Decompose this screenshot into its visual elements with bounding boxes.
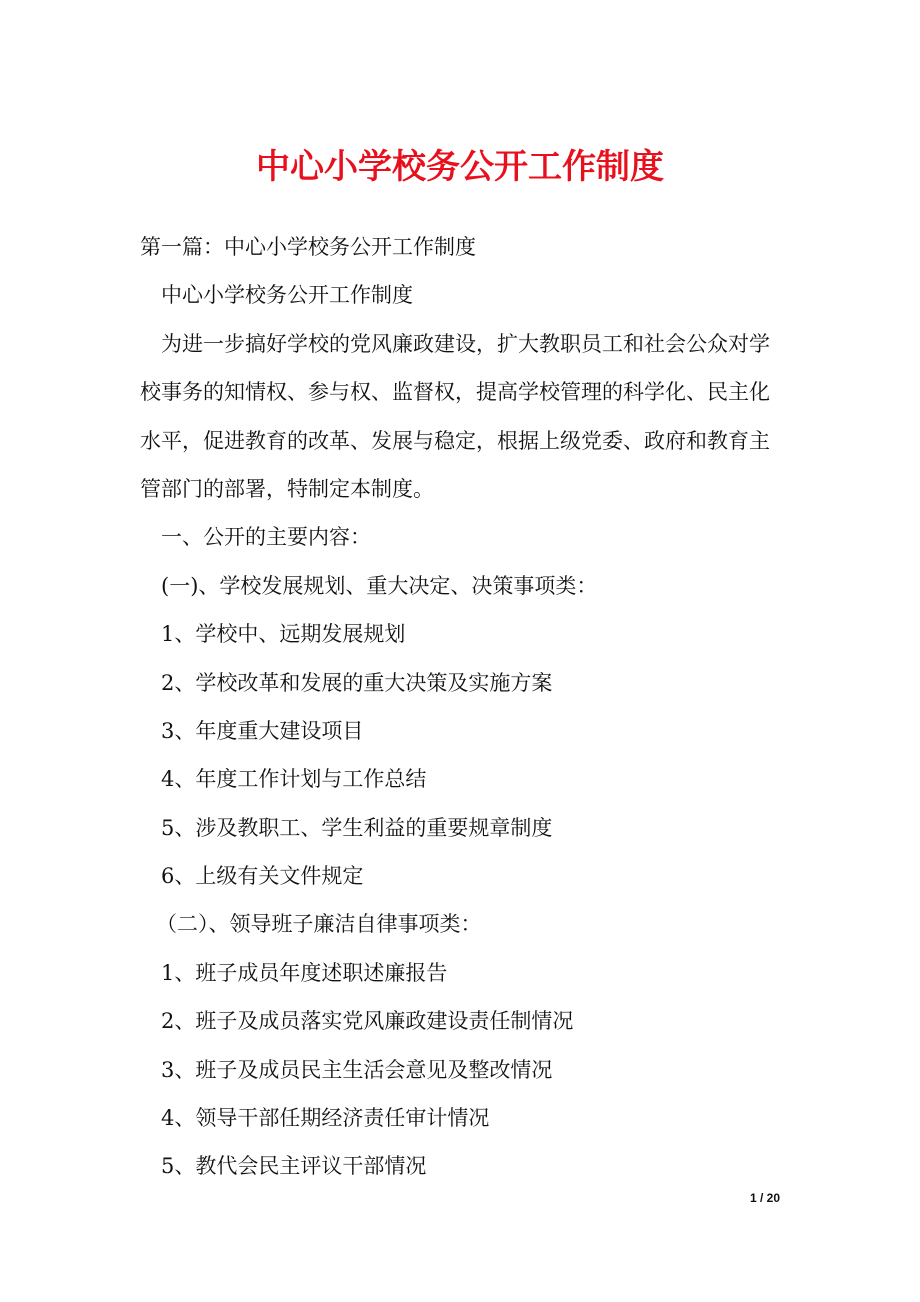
list-item: 3、班子及成员民主生活会意见及整改情况: [161, 1057, 553, 1082]
section-heading: 第一篇：中心小学校务公开工作制度: [140, 235, 476, 259]
part2-heading: （二）、领导班子廉洁自律事项类：: [156, 912, 482, 937]
list-item: 4、领导干部任期经济责任审计情况: [161, 1106, 490, 1131]
list-item: 6、上级有关文件规定: [161, 864, 364, 889]
intro-paragraph-line: 管部门的部署，特制定本制度。: [140, 476, 434, 501]
list-item: 5、教代会民主评议干部情况: [161, 1154, 427, 1179]
document-title: 中心小学校务公开工作制度: [256, 147, 664, 187]
main-heading: 一、公开的主要内容：: [161, 525, 371, 550]
list-item: 2、班子及成员落实党风廉政建设责任制情况: [161, 1009, 574, 1034]
list-item: 1、班子成员年度述职述廉报告: [161, 960, 448, 985]
intro-paragraph-line: 为进一步搞好学校的党风廉政建设，扩大教职员工和社会公众对学: [161, 331, 770, 356]
list-item: 3、年度重大建设项目: [161, 718, 364, 743]
list-item: 5、涉及教职工、学生利益的重要规章制度: [161, 815, 553, 840]
intro-paragraph-line: 水平，促进教育的改革、发展与稳定，根据上级党委、政府和教育主: [140, 428, 770, 453]
page-number: 1 / 20: [749, 1191, 780, 1205]
intro-paragraph-line: 校事务的知情权、参与权、监督权，提高学校管理的科学化、民主化: [140, 380, 770, 405]
list-item: 4、年度工作计划与工作总结: [161, 767, 427, 792]
document-subtitle: 中心小学校务公开工作制度: [161, 283, 413, 308]
document-body: [140, 223, 790, 1191]
list-item: 1、学校中、远期发展规划: [161, 622, 406, 647]
part1-heading: (一)、学校发展规划、重大决定、决策事项类：: [161, 573, 598, 598]
list-item: 2、学校改革和发展的重大决策及实施方案: [161, 670, 553, 695]
